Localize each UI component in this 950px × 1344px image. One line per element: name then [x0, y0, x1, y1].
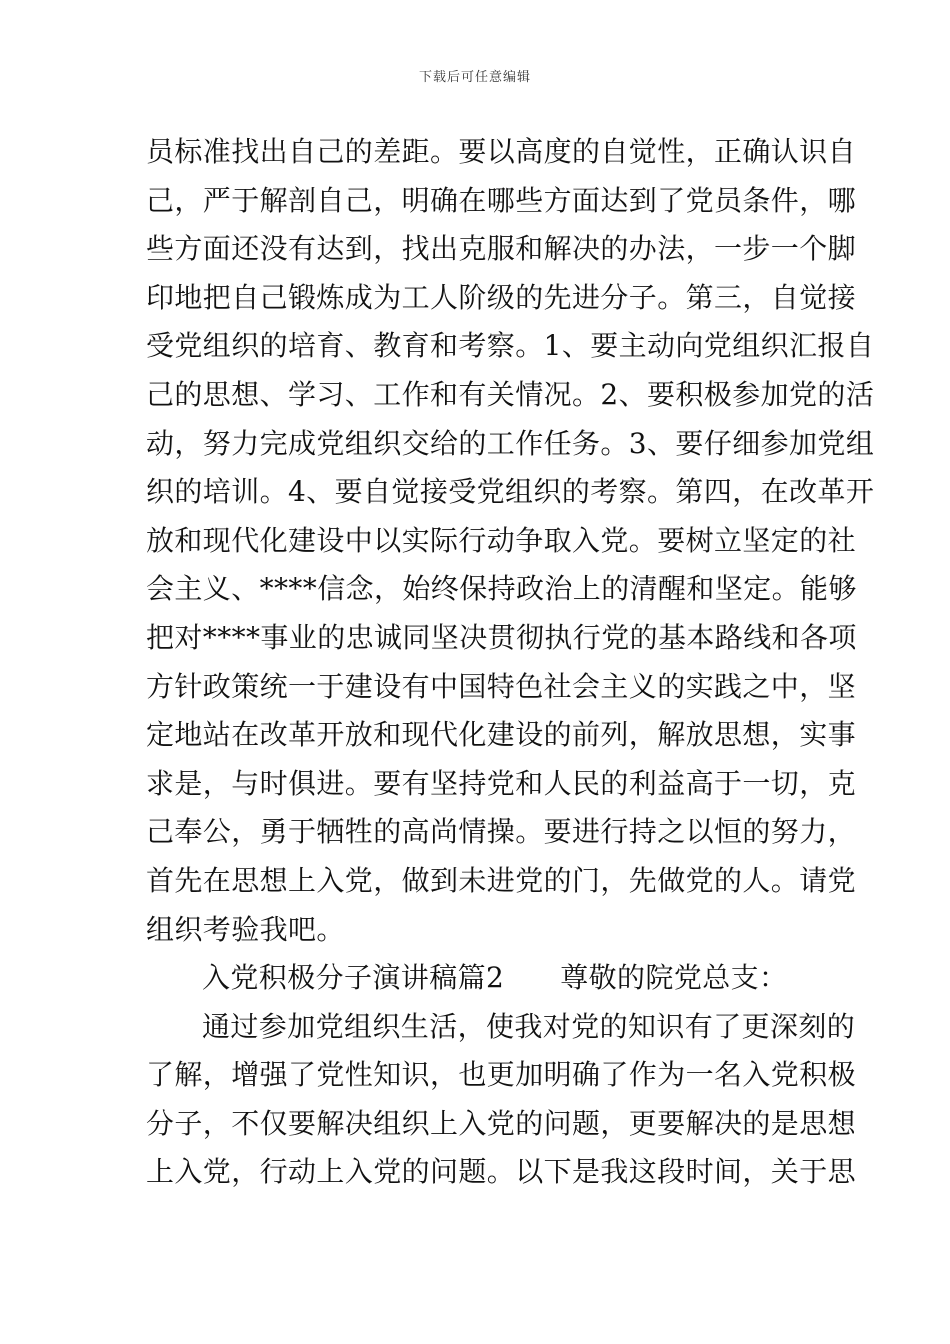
text-line: 己，严于解剖自己，明确在哪些方面达到了党员条件，哪	[146, 183, 857, 217]
text-line: 把对****事业的忠诚同坚决贯彻执行党的基本路线和各项	[146, 620, 857, 654]
text-line: 定地站在改革开放和现代化建设的前列，解放思想，实事	[146, 718, 857, 752]
text-line: 分子，不仅要解决组织上入党的问题，更要解决的是思想	[146, 1106, 857, 1140]
text-line: 方针政策统一于建设有中国特色社会主义的实践之中，坚	[146, 669, 857, 703]
paragraph-first-line: 通过参加党组织生活，使我对党的知识有了更深刻的	[202, 1009, 856, 1043]
text-line: 己奉公，勇于牺牲的高尚情操。要进行持之以恒的努力，	[146, 815, 857, 849]
text-line: 些方面还没有达到，找出克服和解决的办法，一步一个脚	[146, 232, 857, 266]
text-line: 首先在思想上入党，做到未进党的门，先做党的人。请党	[146, 863, 857, 897]
text-line: 动，努力完成党组织交给的工作任务。3、要仔细参加党组	[146, 426, 875, 460]
section-title: 入党积极分子演讲稿篇2	[202, 961, 505, 995]
text-line: 受党组织的培育、教育和考察。1、要主动向党组织汇报自	[146, 329, 875, 363]
text-line: 织的培训。4、要自觉接受党组织的考察。第四，在改革开	[146, 475, 875, 509]
salutation: 尊敬的院党总支：	[560, 961, 788, 995]
text-line: 己的思想、学习、工作和有关情况。2、要积极参加党的活	[146, 377, 875, 411]
text-line: 了解，增强了党性知识，也更加明确了作为一名入党积极	[146, 1058, 857, 1092]
text-line: 求是，与时俱进。要有坚持党和人民的利益高于一切，克	[146, 766, 857, 800]
section-heading-line	[146, 954, 810, 1003]
document-body	[146, 128, 875, 1197]
text-line: 上入党，行动上入党的问题。以下是我这段时间，关于思	[146, 1155, 857, 1189]
text-line: 组织考验我吧。	[146, 912, 345, 946]
text-line: 员标准找出自己的差距。要以高度的自觉性，正确认识自	[146, 135, 857, 168]
page-header-note: 下载后可任意编辑	[418, 70, 531, 85]
text-line: 印地把自己锻炼成为工人阶级的先进分子。第三，自觉接	[146, 280, 857, 314]
text-line: 放和现代化建设中以实际行动争取入党。要树立坚定的社	[146, 523, 857, 557]
text-line: 会主义、****信念，始终保持政治上的清醒和坚定。能够	[146, 572, 857, 606]
